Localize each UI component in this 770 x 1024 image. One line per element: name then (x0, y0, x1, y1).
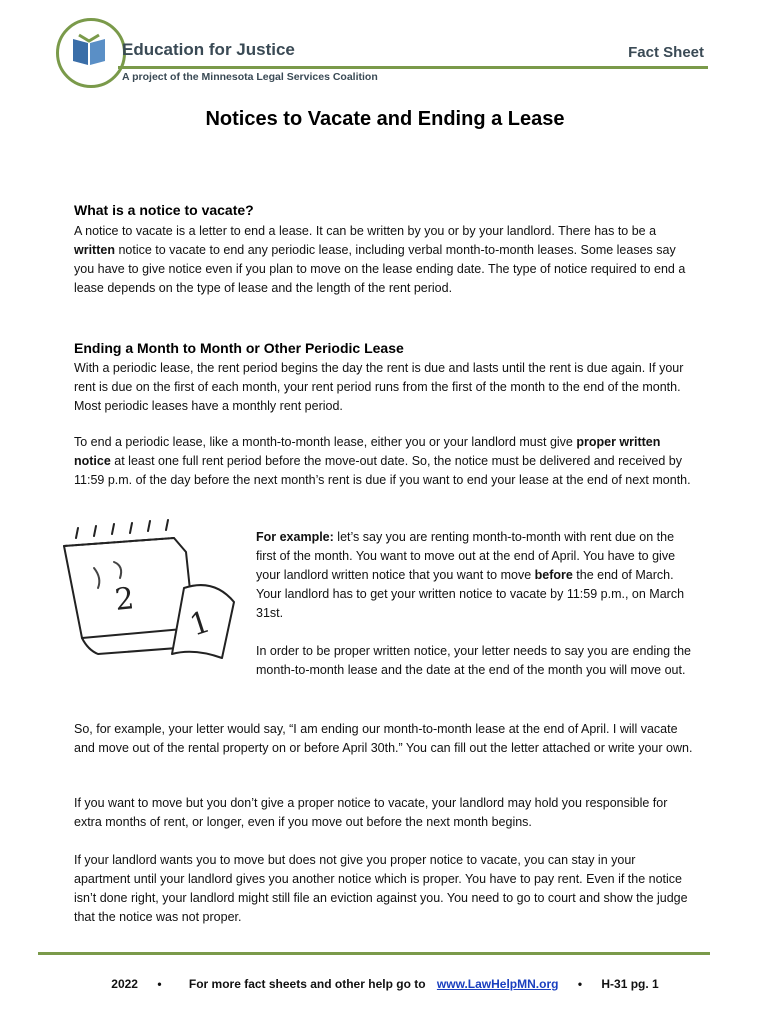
section-heading-notice: What is a notice to vacate? (74, 202, 254, 218)
text-run: notice to vacate to end any periodic lease, including verbal month-to-month leases. Some leases say you have to give notice even if you plan to move on the lease ending date. The type of notice required to end a lease depends on the type of lease and the length of the rent period. (74, 243, 686, 295)
logo (56, 18, 126, 88)
text-run: To end a periodic lease, like a month-to-month lease, either you or your landlord must give (74, 435, 577, 449)
paragraph-notice-definition (74, 222, 694, 298)
text-run: the end of March. Your landlord has to get your written notice to vacate by 11:59 p.m., on March 31st. (256, 568, 685, 620)
footer-text (181, 977, 559, 991)
footer-help-text: For more fact sheets and other help go to (188, 977, 426, 991)
footer-page-number: H-31 pg. 1 (601, 977, 659, 991)
fact-sheet-label: Fact Sheet (628, 44, 704, 61)
book-icon (69, 33, 109, 69)
page-title: Notices to Vacate and Ending a Lease (205, 108, 565, 130)
emphasis-proper-written-notice: proper written notice (74, 435, 661, 468)
footer-bullet: • (577, 977, 583, 991)
paragraph-ending-lease (74, 433, 694, 490)
paragraph-periodic-lease: With a periodic lease, the rent period begins the day the rent is due and lasts until the rent is due again. If your rent is due on the first of each month, your rent period runs from the first of the month to the end of the month. Most periodic leases have a monthly rent period. (74, 361, 684, 413)
footer-year: 2022 (111, 977, 138, 991)
footer-bullet: • (157, 977, 162, 991)
paragraph-no-notice: If you want to move but you don’t give a proper notice to vacate, your landlord may hold you responsible for extra months of rent, or longer, even if you move out before the next month begins. (74, 796, 668, 829)
lawhelp-link[interactable]: www.LawHelpMN.org (436, 977, 559, 991)
calendar-number-back: 2 (113, 581, 136, 618)
footer (0, 977, 770, 991)
header (0, 0, 770, 100)
header-rule (118, 66, 708, 69)
example-label: For example: (256, 530, 334, 544)
footer-rule (38, 952, 710, 955)
calendar-number-front: 1 (185, 604, 215, 644)
paragraph-letter-example: So, for example, your letter would say, “I am ending our month-to-month lease at the end of April. I will vacate and move out of the rental property on or before April 30th.” You can fill out the letter attached or write your own. (74, 722, 693, 755)
org-name: Education for Justice (122, 40, 295, 59)
paragraph-proper-notice: In order to be proper written notice, your letter needs to say you are ending the month-to-month lease and the date at the end of the month you will move out. (256, 644, 691, 677)
paragraph-example (256, 528, 696, 623)
tagline: A project of the Minnesota Legal Services Coalition (122, 71, 378, 83)
emphasis-before: before (534, 568, 573, 582)
paragraph-landlord-notice: If your landlord wants you to move but does not give you proper notice to vacate, you can stay in your apartment until your landlord gives you another notice which is proper. You have to pay rent. Even if the notice isn’t done right, your landlord might still file an eviction against you. You need to go to court and show the judge that the notice was not proper. (74, 853, 688, 924)
calendar-icon (54, 518, 244, 668)
section-heading-periodic: Ending a Month to Month or Other Periodic Lease (74, 340, 404, 356)
text-run: A notice to vacate is a letter to end a lease. It can be written by you or by your landlord. There has to be a (74, 224, 657, 238)
emphasis-written: written (74, 243, 115, 257)
text-run: let’s say you are renting month-to-month with rent due on the first of the month. You want to move out at the end of April. You have to give your landlord written notice that you want to move (256, 530, 676, 582)
text-run: at least one full rent period before the move-out date. So, the notice must be delivered and received by 11:59 p.m. of the day before the next month’s rent is due if you want to end your lease at the end of next month. (74, 454, 691, 487)
